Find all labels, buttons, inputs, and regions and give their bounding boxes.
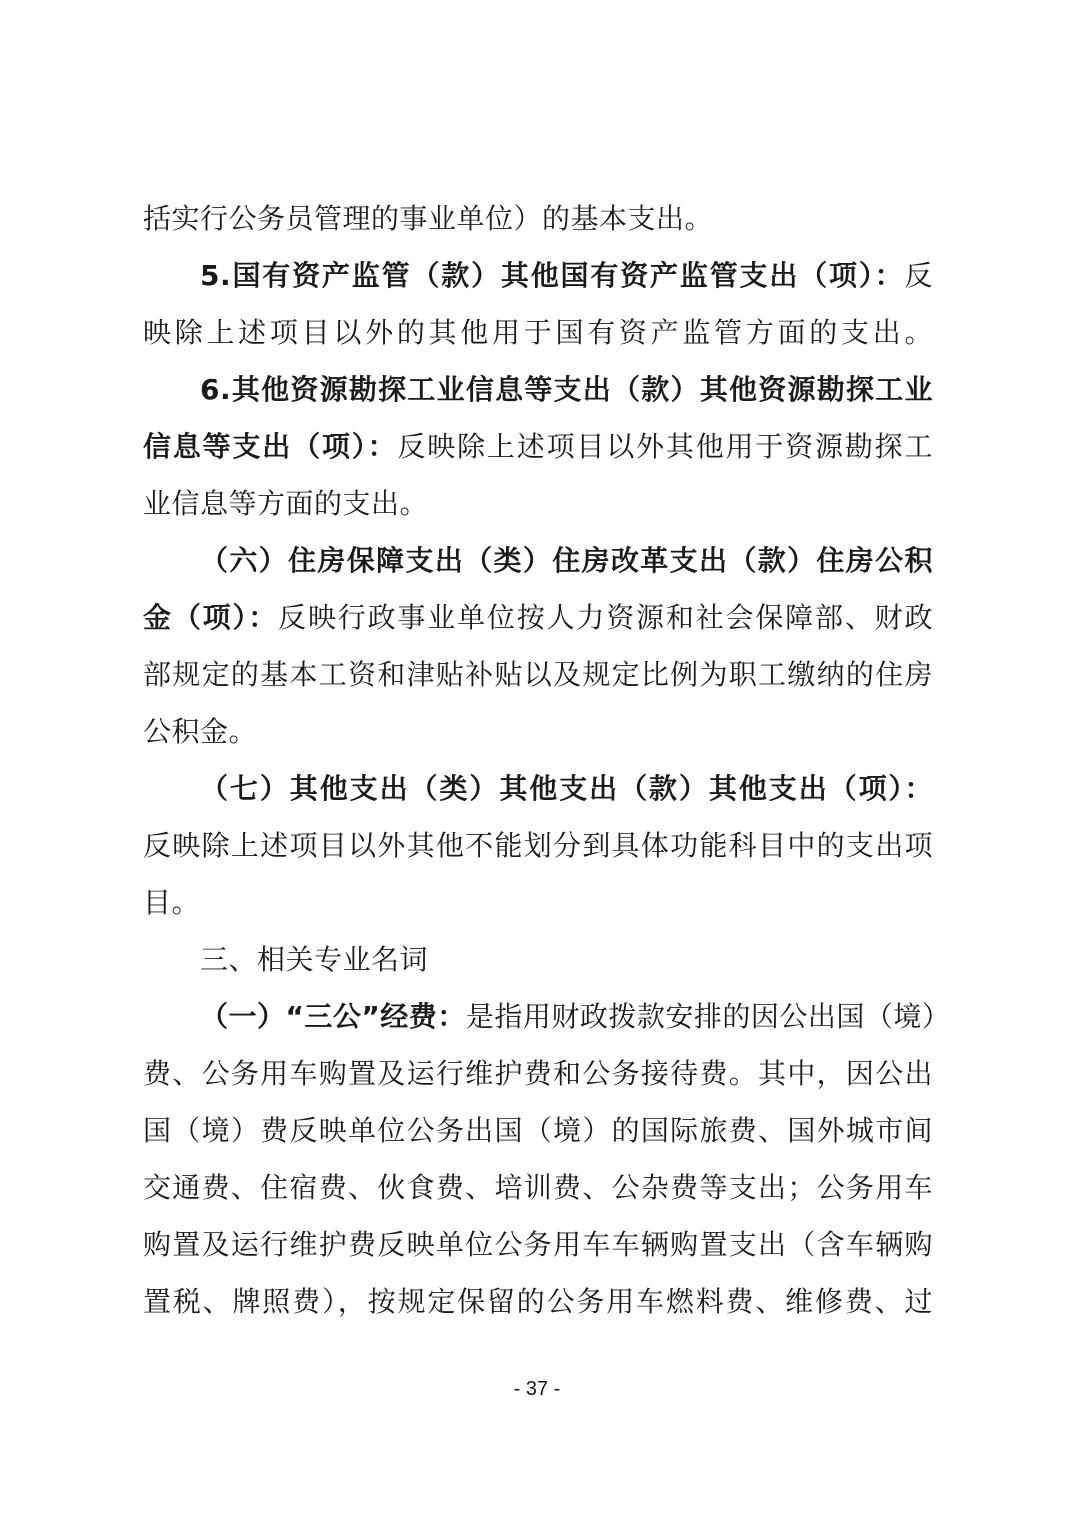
item-heading: 信息等支出（项）： (143, 430, 398, 463)
text-line: 购置及运行维护费反映单位公务用车车辆购置支出（含车辆购 (143, 1228, 933, 1261)
text-line (143, 361, 933, 418)
text-line: （一）“三公”经费：是指用财政拨款安排的因公出国（境） (200, 1000, 951, 1033)
section-heading: 三、相关专业名词 (200, 943, 429, 976)
text-line: 国（境）费反映单位公务出国（境）的国际旅费、国外城市间 (143, 1114, 933, 1147)
text-line (143, 532, 933, 589)
page-number: - 37 - (513, 1378, 561, 1400)
document-body (143, 190, 951, 1330)
text-line: 目。 (143, 886, 201, 919)
text-line: 费、公务用车购置及运行维护费和公务接待费。其中，因公出 (143, 1057, 933, 1090)
text-line: 金（项）：反映行政事业单位按人力资源和社会保障部、财政 (143, 601, 933, 634)
text-line: 5.国有资产监管（款）其他国有资产监管支出（项）：反 (200, 259, 933, 292)
item-heading: （一）“三公”经费： (200, 1000, 466, 1033)
text-line: 映除上述项目以外的其他用于国有资产监管方面的支出。 (143, 316, 933, 349)
text-line: 公积金。 (143, 715, 258, 748)
text-line: 置税、牌照费），按规定保留的公务用车燃料费、维修费、过 (143, 1285, 933, 1318)
text-line: 交通费、住宿费、伙食费、培训费、公杂费等支出；公务用车 (143, 1171, 933, 1204)
text-line: 括实行公务员管理的事业单位）的基本支出。 (143, 202, 714, 235)
text-line: 部规定的基本工资和津贴补贴以及规定比例为职工缴纳的住房 (143, 658, 933, 691)
text-line (143, 760, 933, 817)
item-heading: 6.其他资源勘探工业信息等支出（款）其他资源勘探工业 (200, 373, 933, 406)
item-heading: （六）住房保障支出（类）住房改革支出（款）住房公积 (200, 544, 933, 577)
item-heading: 5.国有资产监管（款）其他国有资产监管支出（项）： (200, 259, 905, 292)
text-line: 反映除上述项目以外其他不能划分到具体功能科目中的支出项 (143, 829, 933, 862)
item-heading: 金（项）： (143, 601, 279, 634)
text-line: 业信息等方面的支出。 (143, 487, 429, 520)
item-heading: （七）其他支出（类）其他支出（款）其他支出（项）： (200, 772, 933, 805)
text-line: 信息等支出（项）：反映除上述项目以外其他用于资源勘探工 (143, 430, 933, 463)
